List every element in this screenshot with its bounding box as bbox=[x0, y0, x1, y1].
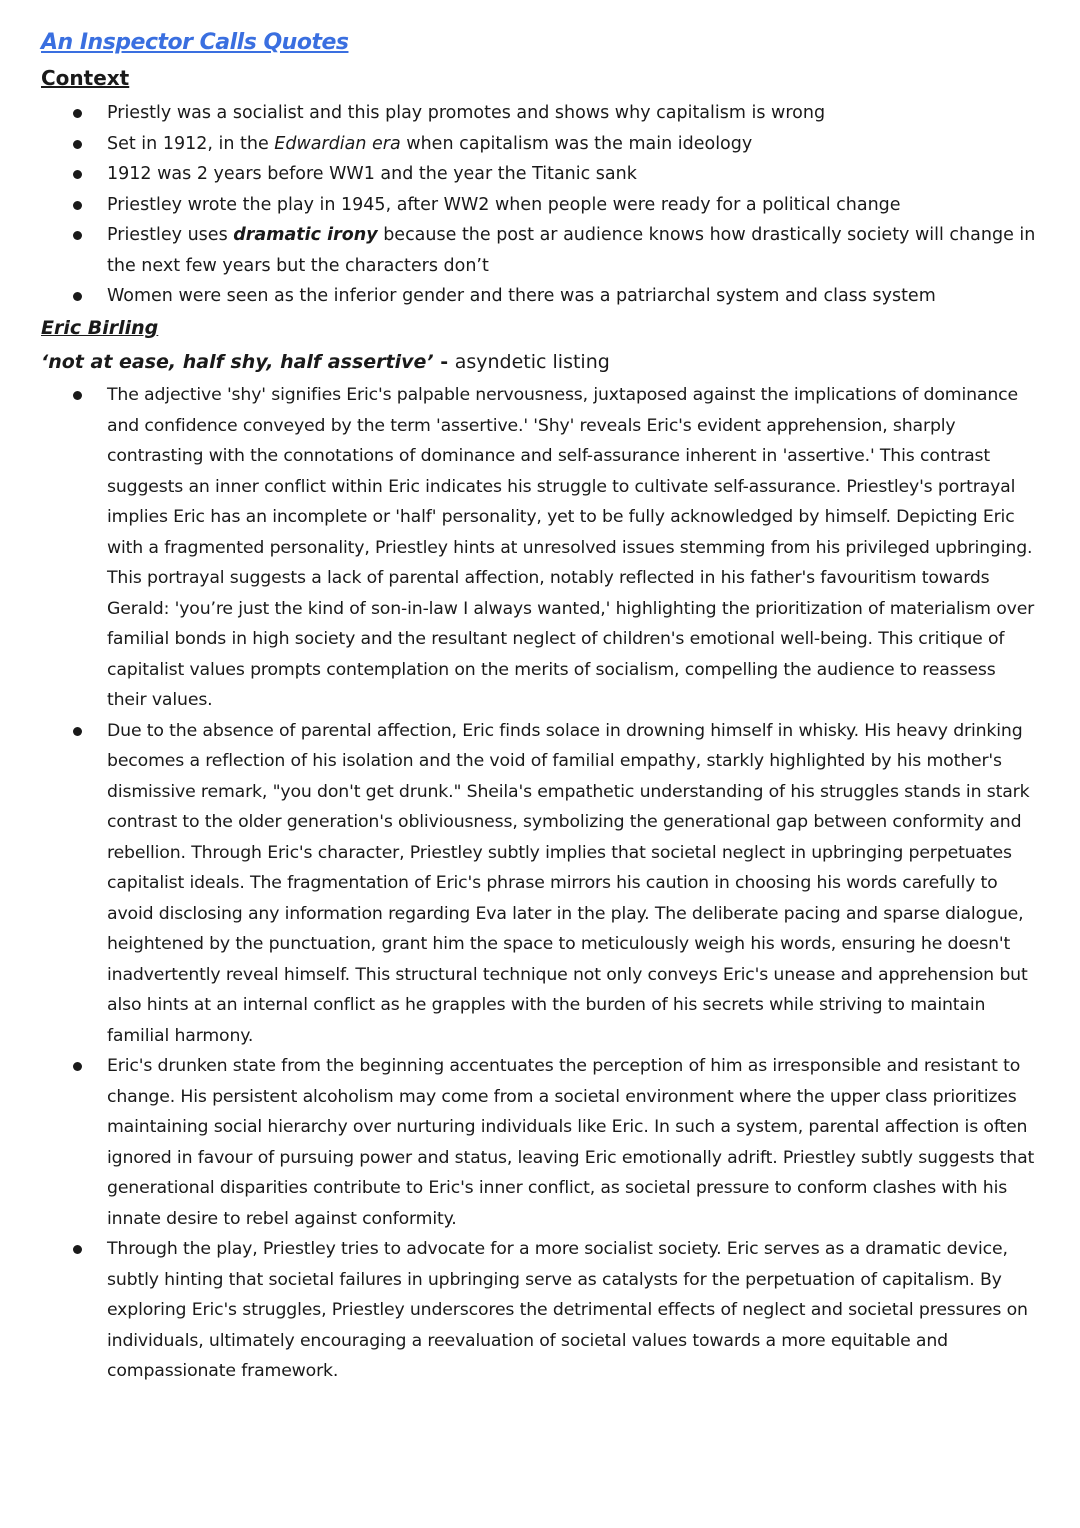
bullet-text: Eric's drunken state from the beginning accentuates the perception of him as irresponsible and resistant to change. His persistent alcoholism may come from a societal environment where the upper class prioritizes maintaining social hierarchy over nurturing individuals like Eric. In such a system, parental affection is often ignored in favour of pursuing power and status, leaving Eric emotionally adrift. Priestley subtly suggests that generational disparities contribute to Eric's inner conflict, as societal pressure to conform clashes with his innate desire to rebel against conformity. bbox=[107, 1056, 1035, 1229]
section-heading-eric-birling: Eric Birling bbox=[41, 317, 159, 339]
italic-term: Edwardian era bbox=[274, 133, 401, 154]
bullet-text: The adjective 'shy' signifies Eric's palpable nervousness, juxtaposed against the implications of dominance and confidence conveyed by the term 'assertive.' 'Shy' reveals Eric's evident apprehension, sharply contrasting with the connotations of dominance and self-assurance inherent in 'assertive.' This contrast suggests an inner conflict within Eric indicates his struggle to cultivate self-assurance. Priestley's portrayal implies Eric has an incomplete or 'half' personality, yet to be fully acknowledged by himself. Depicting Eric with a fragmented personality, Priestley hints at unresolved issues stemming from his privileged upbringing. This portrayal suggests a lack of parental affection, notably reflected in his father's favouritism towards Gerald: 'you’re just the kind of son-in-law I always wanted,' highlighting the prioritization of materialism over familial bonds in high society and the resultant neglect of children's emotional well-being. This critique of capitalist values prompts contemplation on the merits of socialism, compelling the audience to reassess their values. bbox=[107, 385, 1035, 710]
bullet-icon bbox=[73, 727, 82, 736]
bullet-item bbox=[0, 220, 1080, 281]
bullet-icon bbox=[73, 231, 82, 240]
eric-quote: ‘not at ease, half shy, half assertive’ bbox=[41, 351, 434, 373]
bullet-icon bbox=[73, 170, 82, 179]
bullet-item bbox=[0, 1051, 1080, 1234]
bullet-text: Priestley uses bbox=[107, 225, 234, 245]
bullet-item bbox=[0, 281, 1080, 312]
bullet-text: Set in 1912, in the bbox=[107, 133, 275, 154]
eric-analysis-list bbox=[0, 380, 1080, 1387]
bullet-icon bbox=[73, 391, 82, 400]
bullet-item bbox=[0, 716, 1080, 1052]
bullet-item bbox=[0, 129, 1080, 160]
section-heading-context: Context bbox=[41, 66, 130, 90]
quote-technique: asyndetic listing bbox=[454, 351, 610, 373]
bullet-text: Priestley wrote the play in 1945, after WW2 when people were ready for a political change bbox=[107, 194, 901, 215]
bullet-text: 1912 was 2 years before WW1 and the year the Titanic sank bbox=[107, 164, 637, 184]
bullet-item bbox=[0, 380, 1080, 716]
bullet-item bbox=[0, 1234, 1080, 1387]
bullet-icon bbox=[73, 109, 82, 118]
bullet-text: because the post ar audience knows how drastically society will change in the next few years but the characters don’t bbox=[107, 225, 1036, 276]
bullet-icon bbox=[73, 201, 82, 210]
bullet-text: Through the play, Priestley tries to advocate for a more socialist society. Eric serves as a dramatic device, subtly hinting that societal failures in upbringing serve as catalysts for the perpetuation of capitalism. By exploring Eric's struggles, Priestley underscores the detrimental effects of neglect and societal pressures on individuals, ultimately encouraging a reevaluation of societal values towards a more equitable and compassionate framework. bbox=[107, 1239, 1028, 1381]
document-title: An Inspector Calls Quotes bbox=[41, 30, 349, 55]
eric-quote-line bbox=[41, 348, 610, 376]
context-bullet-list bbox=[0, 98, 1080, 312]
bullet-text: Priestly was a socialist and this play promotes and shows why capitalism is wrong bbox=[107, 103, 826, 123]
bullet-icon bbox=[73, 140, 82, 149]
bullet-text: Due to the absence of parental affection, Eric finds solace in drowning himself in whisky. His heavy drinking becomes a reflection of his isolation and the void of familial empathy, starkly highlighted by his mother's dismissive remark, "you don't get drunk." Sheila's empathetic understanding of his struggles stands in stark contrast to the older generation's obliviousness, symbolizing the generational gap between conformity and rebellion. Through Eric's character, Priestley subtly implies that societal neglect in upbringing perpetuates capitalist ideals. The fragmentation of Eric's phrase mirrors his caution in choosing his words carefully to avoid disclosing any information regarding Eva later in the play. The deliberate pacing and sparse dialogue, heightened by the punctuation, grant him the space to meticulously weigh his words, ensuring he doesn't inadvertently reveal himself. This structural technique not only conveys Eric's unease and apprehension but also hints at an internal conflict as he grapples with the burden of his secrets while striving to maintain familial harmony. bbox=[107, 720, 1030, 1046]
bullet-text: Women were seen as the inferior gender and there was a patriarchal system and class system bbox=[107, 286, 936, 306]
bullet-icon bbox=[73, 292, 82, 301]
bullet-item bbox=[0, 98, 1080, 129]
bullet-icon bbox=[73, 1062, 82, 1071]
key-term: dramatic irony bbox=[233, 225, 378, 245]
bullet-icon bbox=[73, 1245, 82, 1254]
bullet-item bbox=[0, 159, 1080, 190]
quote-dash: - bbox=[433, 351, 455, 373]
bullet-item bbox=[0, 190, 1080, 221]
bullet-text: when capitalism was the main ideology bbox=[400, 133, 753, 154]
